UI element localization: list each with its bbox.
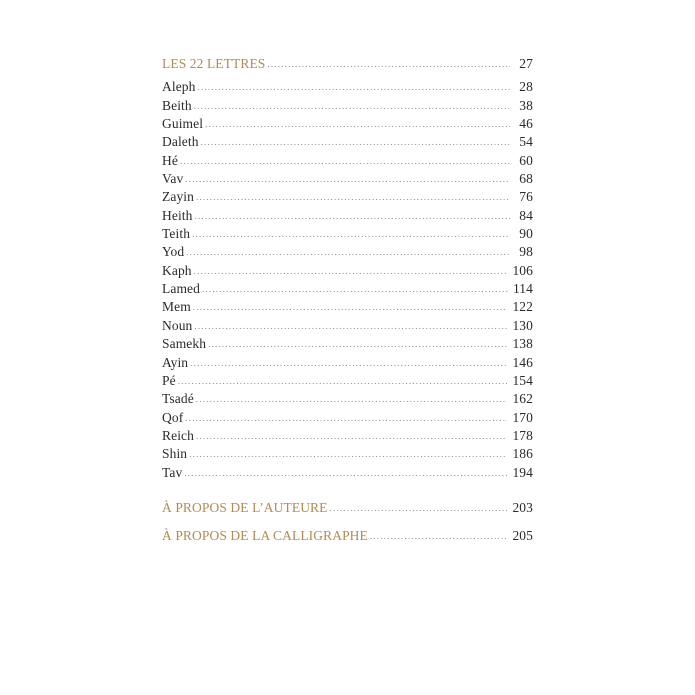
page-number: 186: [512, 446, 533, 462]
toc-entry[interactable]: [162, 78, 533, 96]
leader-dots: [190, 354, 507, 372]
leader-dots: [201, 133, 510, 151]
toc-entry[interactable]: [162, 262, 533, 280]
leader-dots: [184, 464, 507, 482]
entry-label: Tsadé: [162, 391, 194, 407]
entry-label: Vav: [162, 171, 184, 187]
page-number: 122: [512, 299, 533, 315]
entry-label: Heith: [162, 207, 193, 223]
toc-entry[interactable]: [162, 298, 533, 316]
toc-entry[interactable]: [162, 133, 533, 151]
leader-dots: [198, 78, 511, 96]
leader-dots: [202, 280, 508, 298]
leader-dots: [194, 97, 510, 115]
page-number: 90: [519, 226, 533, 242]
leader-dots: [185, 409, 507, 427]
entry-label: Yod: [162, 244, 185, 260]
page-number: 138: [512, 336, 533, 352]
page-number: 162: [512, 391, 533, 407]
page-number: 178: [512, 427, 533, 443]
toc-entry[interactable]: [162, 372, 533, 390]
entry-label: Mem: [162, 299, 191, 315]
entry-label: Hé: [162, 152, 178, 168]
toc-section-about-author[interactable]: [162, 499, 533, 517]
toc-entry[interactable]: [162, 390, 533, 408]
table-of-contents: [162, 55, 533, 545]
entry-label: Reich: [162, 427, 194, 443]
toc-entry[interactable]: [162, 97, 533, 115]
toc-entry[interactable]: [162, 464, 533, 482]
page-number: 170: [512, 409, 533, 425]
entry-label: Tav: [162, 464, 183, 480]
page-number: 54: [519, 134, 533, 150]
leader-dots: [208, 335, 507, 353]
toc-entry[interactable]: [162, 243, 533, 261]
section-title: À PROPOS DE L’AUTEURE: [162, 499, 328, 515]
section-spacer: [162, 482, 533, 499]
toc-entry[interactable]: [162, 335, 533, 353]
page-number: 98: [519, 244, 533, 260]
section-title: À PROPOS DE LA CALLIGRAPHE: [162, 527, 368, 543]
toc-entry[interactable]: [162, 170, 533, 188]
page-number: 114: [512, 281, 533, 297]
leader-dots: [195, 207, 511, 225]
toc-entry[interactable]: [162, 427, 533, 445]
entry-label: Teith: [162, 226, 191, 242]
leader-dots: [205, 115, 510, 133]
toc-entry[interactable]: [162, 280, 533, 298]
toc-entry[interactable]: [162, 152, 533, 170]
toc-entry-list: [162, 78, 533, 482]
page-number: 28: [519, 79, 533, 95]
toc-entry[interactable]: [162, 207, 533, 225]
entry-label: Lamed: [162, 281, 200, 297]
page-number: 84: [519, 207, 533, 223]
page-number: 68: [519, 171, 533, 187]
leader-dots: [192, 225, 510, 243]
toc-entry[interactable]: [162, 409, 533, 427]
page-number: 203: [512, 499, 533, 515]
entry-label: Aleph: [162, 79, 196, 95]
leader-dots: [178, 372, 508, 390]
toc-entry[interactable]: [162, 354, 533, 372]
entry-label: Beith: [162, 97, 192, 113]
leader-dots: [196, 188, 510, 206]
toc-entry[interactable]: [162, 317, 533, 335]
page-number: 76: [519, 189, 533, 205]
entry-label: Samekh: [162, 336, 207, 352]
leader-dots: [194, 262, 508, 280]
page-number: 46: [519, 116, 533, 132]
entry-label: Daleth: [162, 134, 199, 150]
page-number: 60: [519, 152, 533, 168]
section-title: LES 22 LETTRES: [162, 56, 266, 71]
leader-dots: [185, 170, 510, 188]
toc-entry[interactable]: [162, 188, 533, 206]
leader-dots: [196, 427, 507, 445]
entry-label: Zayin: [162, 189, 194, 205]
page-number: 130: [512, 317, 533, 333]
leader-dots: [196, 390, 508, 408]
leader-dots: [330, 499, 508, 517]
page-number: 154: [512, 372, 533, 388]
page-number: 194: [512, 464, 533, 480]
toc-section-letters[interactable]: [162, 55, 533, 73]
entry-label: Guimel: [162, 116, 204, 132]
entry-label: Shin: [162, 446, 188, 462]
toc-entry[interactable]: [162, 225, 533, 243]
toc-entry[interactable]: [162, 445, 533, 463]
leader-dots: [189, 445, 507, 463]
page-number: 27: [519, 56, 533, 71]
toc-entry[interactable]: [162, 115, 533, 133]
page-number: 146: [512, 354, 533, 370]
page-number: 106: [512, 262, 533, 278]
entry-label: Ayin: [162, 354, 189, 370]
leader-dots: [180, 152, 510, 170]
page-number: 38: [519, 97, 533, 113]
entry-label: Pé: [162, 372, 176, 388]
leader-dots: [186, 243, 510, 261]
entry-label: Noun: [162, 317, 193, 333]
leader-dots: [194, 317, 507, 335]
toc-section-about-calligrapher[interactable]: [162, 527, 533, 545]
page-number: 205: [512, 527, 533, 543]
entry-label: Kaph: [162, 262, 192, 278]
leader-dots: [193, 298, 508, 316]
leader-dots: [370, 527, 508, 545]
entry-label: Qof: [162, 409, 184, 425]
leader-dots: [267, 55, 510, 73]
